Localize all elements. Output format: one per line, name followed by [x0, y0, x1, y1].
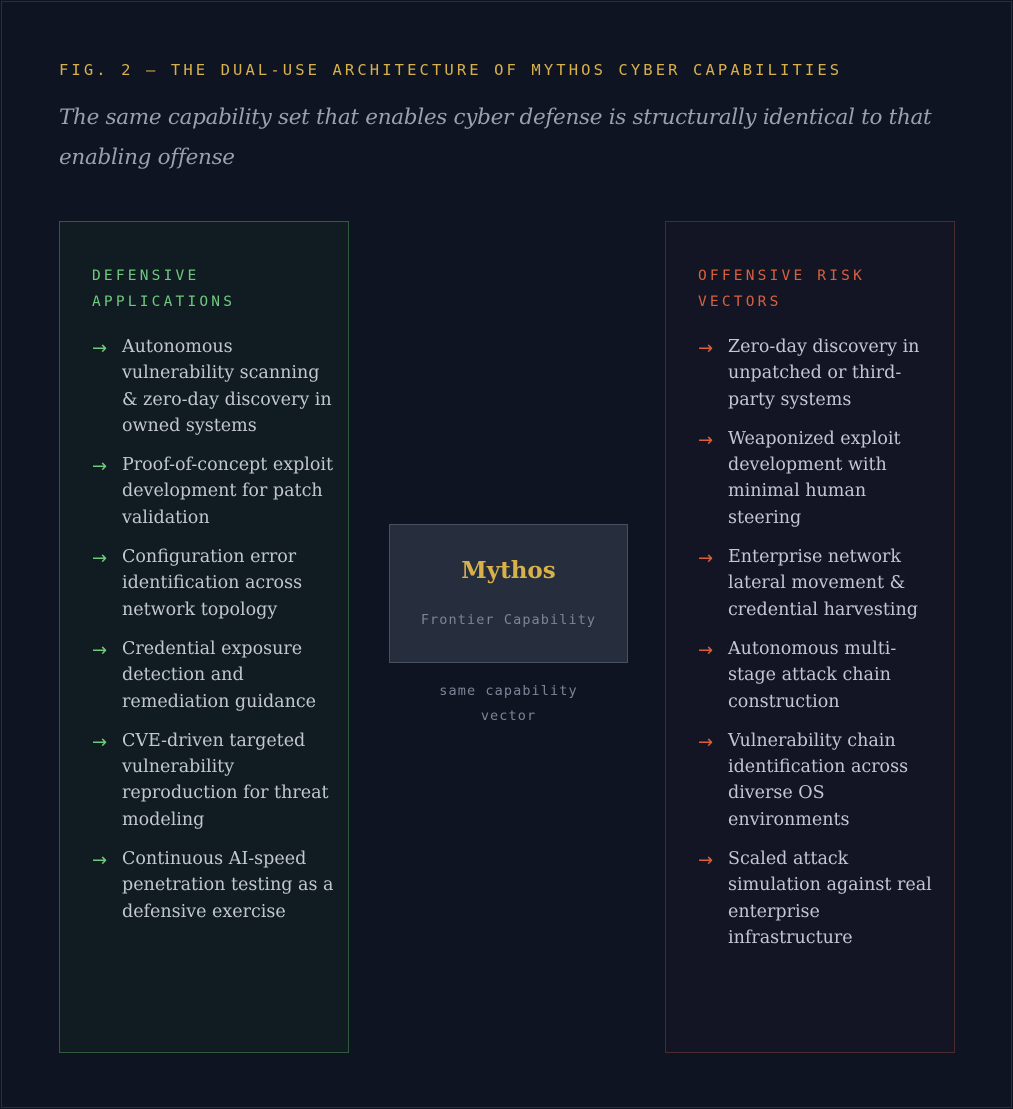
right-arrow-icon: →	[698, 548, 714, 570]
offensive-item-text: Weaponized exploit development with minimal human steering	[728, 428, 901, 528]
core-subtitle: Frontier Capability	[420, 612, 597, 628]
offensive-item	[698, 544, 943, 623]
mythos-core-box	[389, 524, 628, 663]
right-arrow-icon: →	[92, 338, 108, 359]
vector-caption: same capability vector	[439, 683, 578, 724]
defensive-heading: DEFENSIVE APPLICATIONS	[92, 268, 236, 310]
defensive-panel	[59, 221, 349, 1053]
figure-frame	[1, 1, 1012, 1108]
right-arrow-icon: →	[698, 639, 714, 661]
right-arrow-icon: →	[698, 338, 714, 359]
defensive-item	[92, 846, 337, 925]
defensive-item	[92, 544, 337, 623]
defensive-item	[92, 636, 337, 715]
offensive-item-text: Scaled attack simulation against real enterprise infrastructure	[728, 849, 932, 948]
offensive-item-text: Vulnerability chain identification across diverse OS environments	[728, 730, 909, 830]
right-arrow-icon: →	[92, 548, 108, 570]
defensive-item-text: Credential exposure detection and remediation guidance	[122, 638, 317, 712]
offensive-heading: OFFENSIVE RISK VECTORS	[698, 268, 866, 310]
defensive-item	[92, 452, 337, 531]
offensive-item-text: Autonomous multi-stage attack chain construction	[728, 638, 897, 712]
figure-subtitle: The same capability set that enables cyber defense is structurally identical to that enabling offense	[59, 105, 932, 170]
right-arrow-icon: →	[92, 731, 108, 753]
defensive-item-text: Configuration error identification across network topology	[122, 547, 303, 620]
offensive-list	[698, 334, 943, 964]
offensive-panel	[665, 221, 955, 1053]
core-title: Mythos	[461, 557, 556, 584]
right-arrow-icon: →	[698, 731, 714, 753]
offensive-item	[698, 636, 943, 715]
offensive-item-text: Zero-day discovery in unpatched or third-party systems	[728, 337, 920, 410]
defensive-list	[92, 334, 337, 938]
right-arrow-icon: →	[92, 850, 108, 872]
defensive-item	[92, 728, 337, 833]
right-arrow-icon: →	[698, 429, 714, 451]
figure-label: FIG. 2 — THE DUAL-USE ARCHITECTURE OF MYTHOS CYBER CAPABILITIES	[59, 61, 843, 79]
right-arrow-icon: →	[92, 639, 108, 661]
offensive-item	[698, 334, 943, 413]
defensive-item-text: Proof-of-concept exploit development for patch validation	[122, 455, 334, 528]
defensive-item-text: Autonomous vulnerability scanning & zero-day discovery in owned systems	[122, 337, 332, 436]
defensive-item-text: CVE-driven targeted vulnerability reproduction for threat modeling	[122, 730, 329, 830]
right-arrow-icon: →	[698, 850, 714, 872]
right-arrow-icon: →	[92, 456, 108, 478]
offensive-item	[698, 846, 943, 951]
offensive-item-text: Enterprise network lateral movement & credential harvesting	[728, 547, 918, 620]
defensive-item	[92, 334, 337, 439]
offensive-item	[698, 728, 943, 833]
offensive-item	[698, 426, 943, 531]
defensive-item-text: Continuous AI-speed penetration testing as a defensive exercise	[122, 849, 334, 922]
